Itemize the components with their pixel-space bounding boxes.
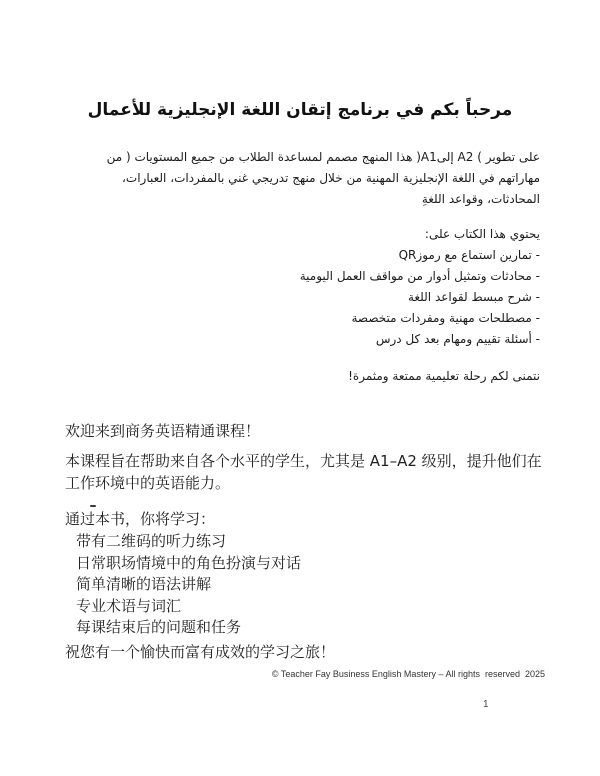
arabic-intro-line: المحادثات، وقواعد اللغةِ [421, 192, 540, 206]
chinese-welcome-heading: 欢迎来到商务英语精通课程！ [65, 422, 261, 440]
arabic-intro-paragraph [60, 147, 540, 210]
copyright-footer: © Teacher Fay Business English Mastery – All rights reserved 2025 [271, 669, 545, 679]
list-item: - محادثات وتمثيل أدوار من مواقف العمل اليومية [299, 269, 540, 283]
list-item: 日常职场情境中的角色扮演与对话 [76, 553, 302, 572]
page-title: مرحباً بكم في برنامج إتقان اللغة الإنجليزية للأعمال [87, 100, 513, 120]
list-item: - شرح مبسط لقواعد اللغة [407, 290, 540, 304]
arabic-intro-line: مهاراتهم في اللغة الإنجليزية المهنية من خلال منهج تدريجي غني بالمفردات، العبارات، [122, 171, 540, 185]
stray-print-artifact [90, 505, 96, 507]
list-item: 专业术语与词汇 [76, 596, 182, 615]
page-number: 1 [483, 699, 489, 710]
list-item: 每课结束后的问题和任务 [76, 618, 242, 636]
list-item: - مصطلحات مهنية ومفردات متخصصة [351, 311, 540, 325]
list-item: 简单清晰的语法讲解 [76, 575, 212, 593]
list-item: 带有二维码的听力练习 [76, 532, 227, 550]
arabic-contents-heading: يحتوي هذا الكتاب على: [424, 227, 540, 241]
chinese-closing-wish: 祝您有一个愉快而富有成效的学习之旅！ [65, 643, 336, 661]
chinese-intro-line: 工作环境中的英语能力。 [65, 474, 231, 492]
list-item: - أسئلة تقييم ومهام بعد كل درس [375, 332, 540, 346]
chinese-intro-line: 本课程旨在帮助来自各个水平的学生，尤其是 A1–A2 级别，提升他们在 [65, 452, 542, 470]
chinese-intro-paragraph [65, 450, 545, 494]
arabic-contents-section [60, 224, 540, 350]
chinese-learn-heading: 通过本书，你将学习： [65, 510, 216, 528]
chinese-learn-list [76, 531, 545, 639]
list-item: - تمارين استماع مع رموزQR [398, 248, 540, 262]
arabic-intro-line: على تطوير ) A2 إلىA1( هذا المنهج مصمم لمساعدة الطلاب من جميع المستويات ( من [106, 150, 540, 164]
arabic-closing-wish: نتمنى لكم رحلة تعليمية ممتعة ومثمرة! [348, 369, 540, 383]
